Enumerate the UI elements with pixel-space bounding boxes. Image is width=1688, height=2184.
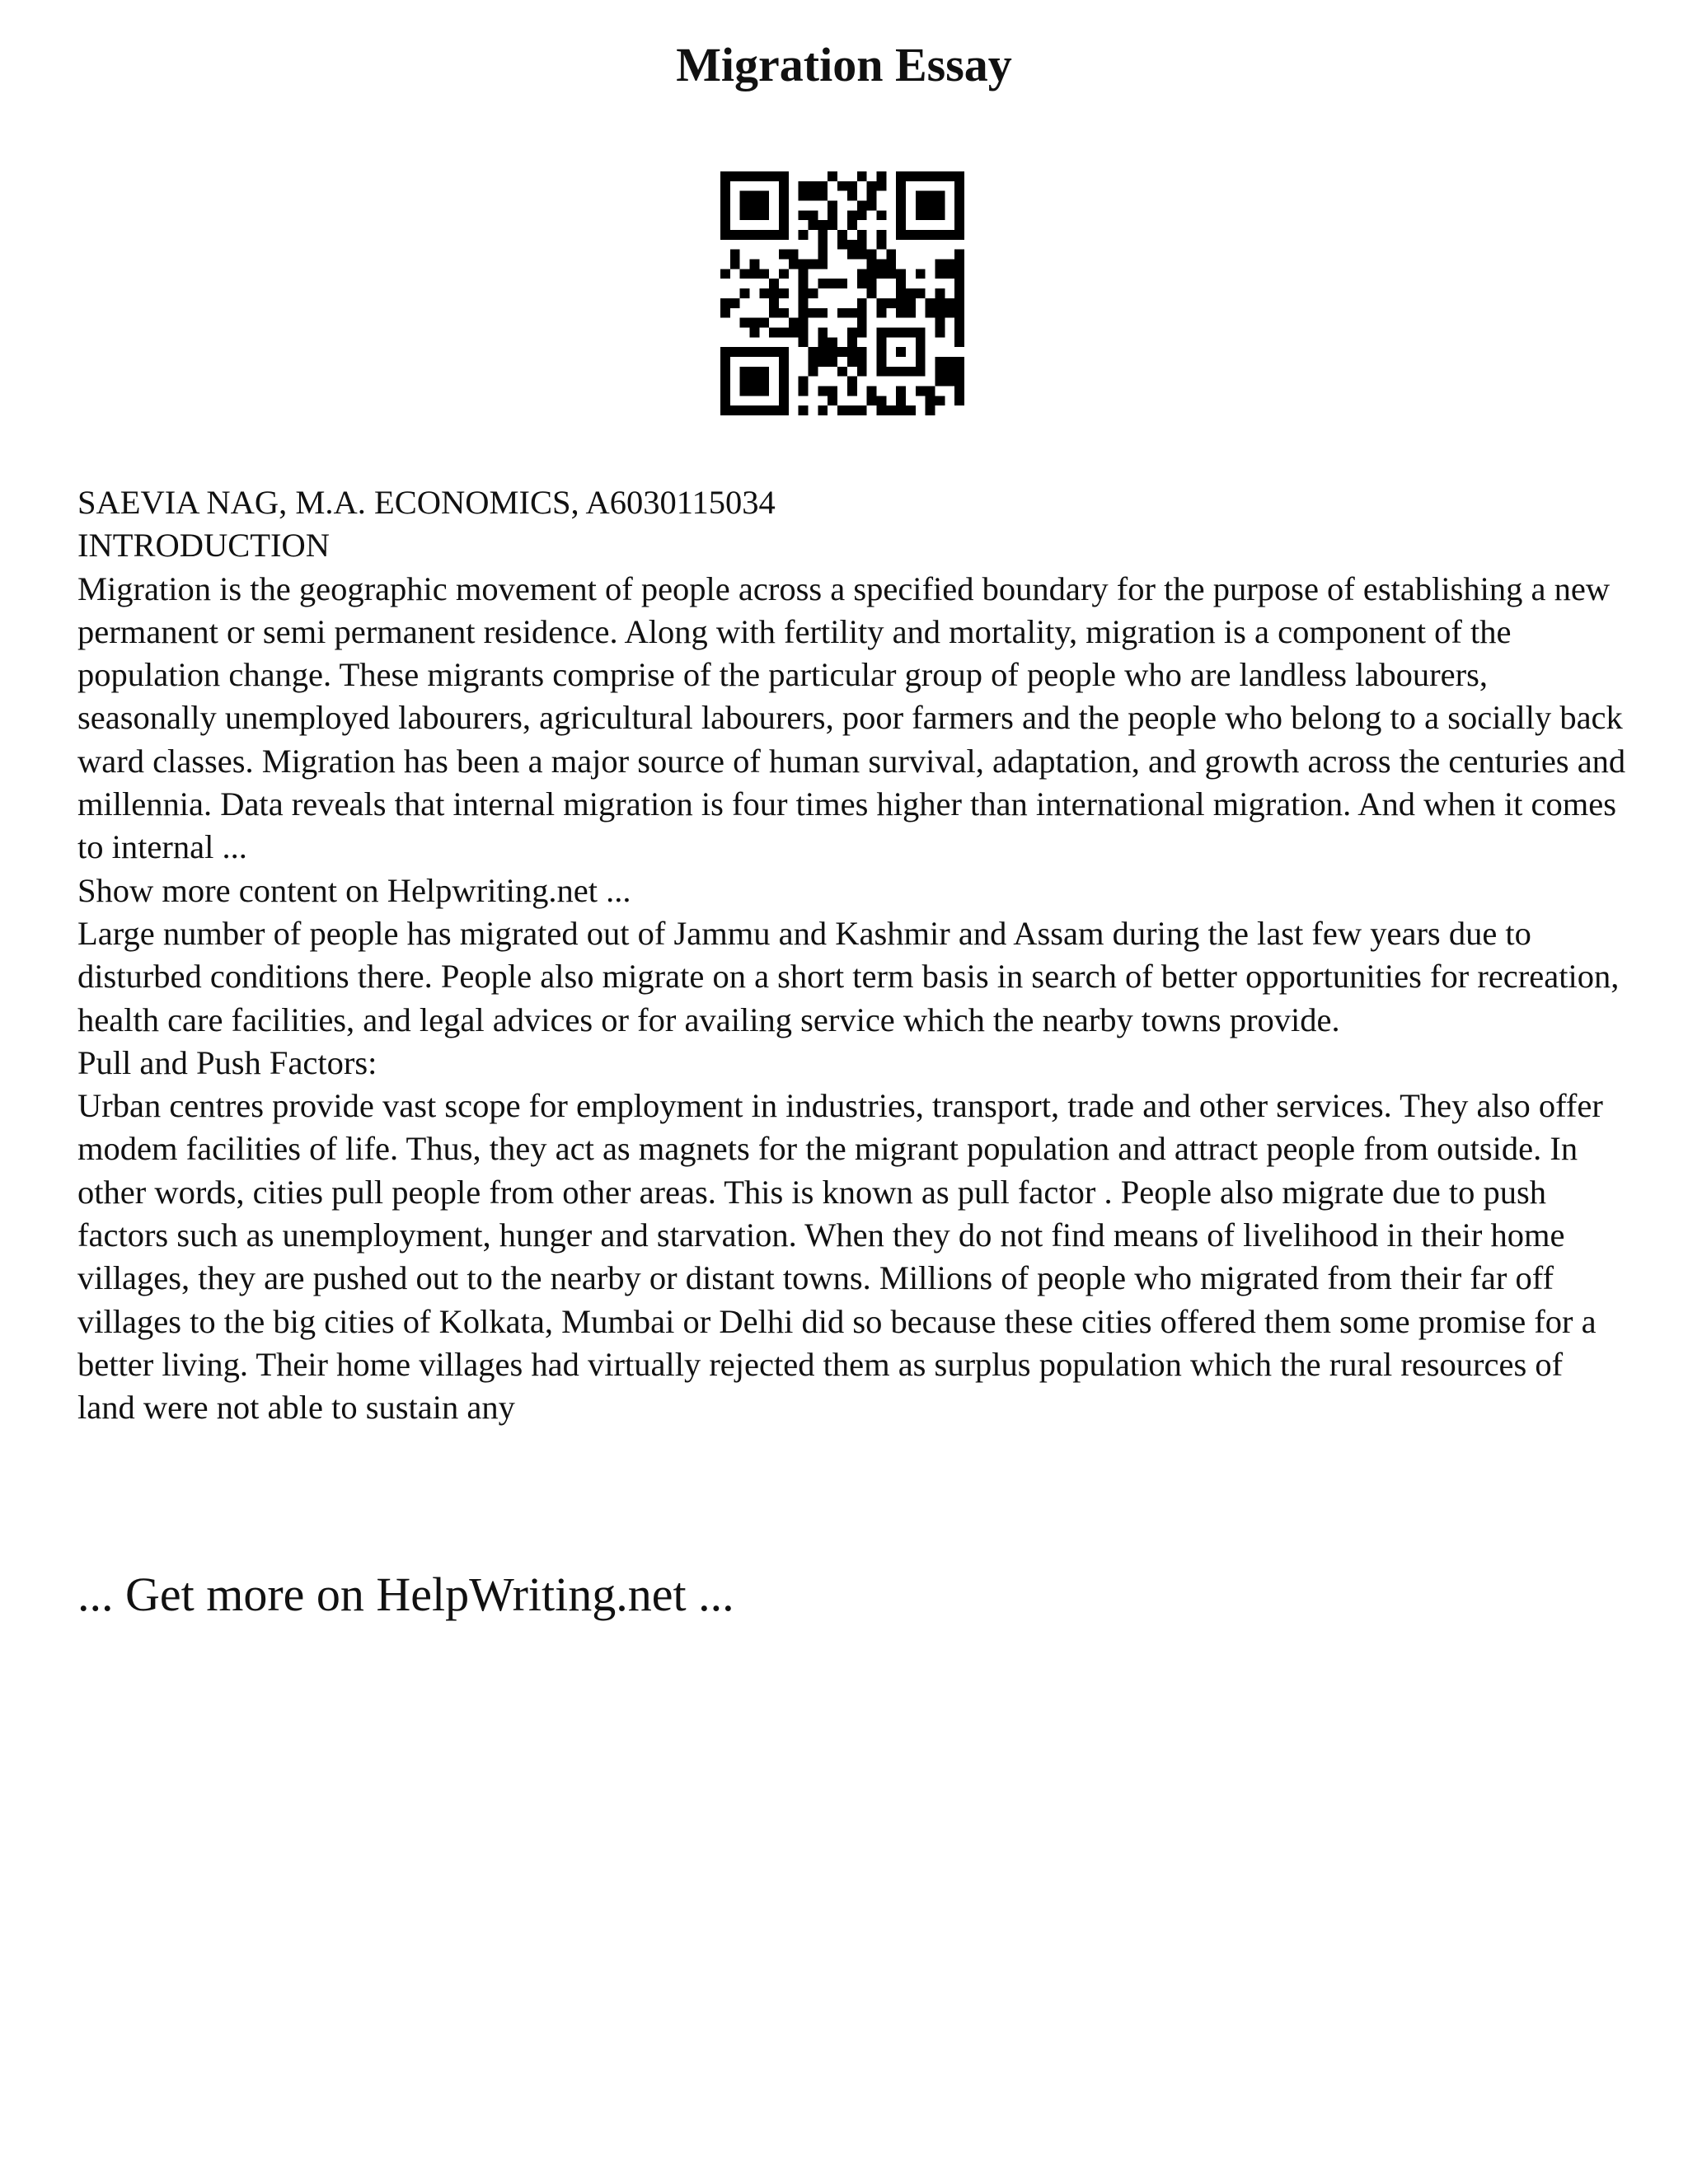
author-line: SAEVIA NAG, M.A. ECONOMICS, A6030115034 (77, 484, 776, 521)
subheading-pull-push: Pull and Push Factors: (77, 1043, 377, 1081)
get-more-link[interactable]: ... Get more on HelpWriting.net ... (77, 1568, 734, 1621)
paragraph-pull-push: Urban centres provide vast scope for employment in industries, transport, trade and other services. They also offer modem facilities of life. Thus, they act as magnets for the migrant population and attract people from outside. In other words, cities pull people from other areas. This is known as pull factor . People also migrate due to push factors such as unemployment, hunger and starvation. When they do not find means of livelihood in their home villages, they are pushed out to the nearby or distant towns. Millions of people who migrated from their far off villages to the big cities of Kolkata, Mumbai or Delhi did so because these cities offered them some promise for a better living. Their home villages had virtually rejected them as surplus population which the rural resources of land were not able to sustain any (77, 1087, 1603, 1427)
page-title: Migration Essay (676, 38, 1012, 91)
paragraph-introduction: Migration is the geographic movement of people across a specified boundary for the purpose of establishing a new permanent or semi permanent residence. Along with fertility and mortality, migration is a component of the population change. These migrants comprise of the particular group of people who are landless labourers, seasonally unemployed labourers, agricultural labourers, poor farmers and the people who belong to a socially back ward classes. Migration has been a major source of human survival, adaptation, and growth across the centuries and millennia. Data reveals that internal migration is four times higher than international migration. And when it comes to internal ... (77, 569, 1626, 866)
qr-code-icon (720, 171, 964, 415)
paragraph-migration-causes: Large number of people has migrated out of Jammu and Kashmir and Assam during the last few years due to disturbed conditions there. People also migrate on a short term basis in search of better opportunities for recreation, health care facilities, and legal advices or for availing service which the nearby towns provide. (77, 914, 1620, 1038)
show-more-link[interactable]: Show more content on Helpwriting.net ... (77, 871, 631, 909)
section-heading: INTRODUCTION (77, 527, 330, 565)
essay-body (77, 481, 1627, 1430)
